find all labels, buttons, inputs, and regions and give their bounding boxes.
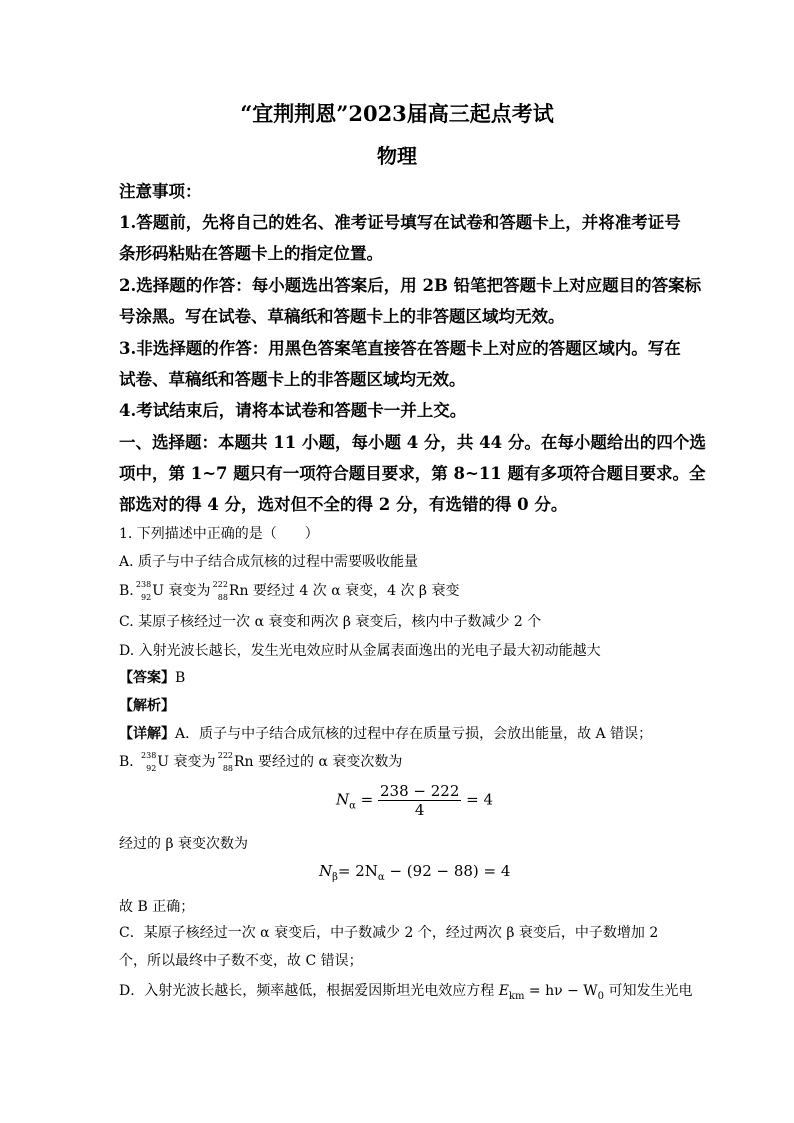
detail-b-prefix: B． <box>119 754 144 770</box>
detail-d-suffix: 可知发生光电 <box>604 983 693 999</box>
formula-alpha-denominator: 4 <box>414 801 425 819</box>
detail-b-suffix: 要经过的 α 衰变次数为 <box>253 754 403 770</box>
detail-c-line-2: 个，所以最终中子数不变，故 C 错误； <box>119 953 363 969</box>
formula-alpha-sub: α <box>349 800 356 812</box>
section-heading: 一、选择题：本题共 11 小题，每小题 4 分，共 44 分。在每小题给出的四个选 <box>119 433 706 452</box>
uranium-z: 92 <box>141 593 152 602</box>
uranium-mass-2: 238 <box>141 751 157 760</box>
uranium-symbol-2: U <box>157 754 170 770</box>
answer-line <box>119 667 185 687</box>
option-a: A. 质子与中子结合成氘核的过程中需要吸收能量 <box>119 554 419 570</box>
option-b-suffix: 要经过 4 次 α 衰变，4 次 β 衰变 <box>248 583 460 599</box>
uranium-mass: 238 <box>135 580 152 589</box>
radon-symbol: Rn <box>228 583 249 599</box>
detail-b <box>119 751 402 771</box>
uranium-nuclide-prefix-2 <box>141 751 157 773</box>
formula-beta-count: $N_\beta= 2N_\alpha - (92 - 88) = 4$ <box>319 862 511 883</box>
formula-alpha-numerator: 238 − 222 <box>380 782 460 800</box>
uranium-z-2: 92 <box>146 764 157 773</box>
option-b-mid: 衰变为 <box>164 583 215 599</box>
option-d: D. 入射光波长越长，发生光电效应时从金属表面逸出的光电子最大初动能越大 <box>119 643 601 659</box>
section-heading-cont-1: 项中，第 1~7 题只有一项符合题目要求，第 8~11 题有多项符合题目要求。全 <box>119 464 706 483</box>
detail-b-mid: 衰变为 <box>169 754 221 770</box>
radon-symbol-2: Rn <box>234 754 254 770</box>
formula-alpha-fraction <box>378 782 461 819</box>
b-correct-line: 故 B 正确； <box>119 899 195 915</box>
notice-item-2-cont: 号涂黑。写在试卷、草稿纸和答题卡上的非答题区域均无效。 <box>119 307 565 326</box>
question-stem: 1. 下列描述中正确的是（ ） <box>119 526 319 542</box>
detail-d-w-sub: 0 <box>597 990 605 1002</box>
answer-label: 【答案】 <box>119 670 175 686</box>
formula-beta-sub: β <box>332 872 338 883</box>
radon-mass: 222 <box>212 580 228 589</box>
option-b <box>119 580 459 600</box>
analysis-label: 【解析】 <box>119 698 175 714</box>
detail-label: 【详解】 <box>119 726 175 742</box>
subject-title: 物理 <box>377 144 417 168</box>
radon-mass-2: 222 <box>217 751 234 760</box>
detail-d-line <box>119 980 692 1002</box>
notice-item-2: 2.选择题的作答：每小题选出答案后，用 2B 铅笔把答题卡上对应题目的答案标 <box>119 276 702 295</box>
detail-d-prefix: D．入射光波长越长，频率越低，根据爱因斯坦光电效应方程 <box>119 983 499 999</box>
detail-d-e-sub: km <box>508 990 525 1002</box>
uranium-symbol: U <box>152 583 165 599</box>
notice-item-4: 4.考试结束后，请将本试卷和答题卡一并上交。 <box>119 401 467 420</box>
notice-item-3: 3.非选择题的作答：用黑色答案笔直接答在答题卡上对应的答题区域内。写在 <box>119 339 681 358</box>
detail-d-e: E <box>498 983 509 999</box>
detail-c-line-1: C．某原子核经过一次 α 衰变后，中子数减少 2 个，经过两次 β 衰变后，中子数增加 2 <box>119 925 659 941</box>
radon-z: 88 <box>217 593 228 602</box>
notice-item-1-cont: 条形码粘贴在答题卡上的指定位置。 <box>119 244 383 263</box>
section-heading-cont-2: 部选对的得 4 分，选对但不全的得 2 分，有选错的得 0 分。 <box>119 495 568 514</box>
detail-a-text: A．质子与中子结合成氘核的过程中存在质量亏损，会放出能量，故 A 错误； <box>175 726 653 742</box>
answer-value: B <box>175 670 186 686</box>
formula-alpha-count: $N_\alpha$ = $\frac{238 - 222}{4}$ = 4 <box>336 782 494 819</box>
notice-item-1: 1.答题前，先将自己的姓名、准考证号填写在试卷和答题卡上，并将准考证号 <box>119 213 681 232</box>
radon-nuclide-prefix-2 <box>217 751 234 773</box>
uranium-nuclide-prefix <box>135 580 152 602</box>
formula-beta-mid: = 2N <box>337 862 378 880</box>
notice-heading: 注意事项： <box>119 182 202 201</box>
beta-count-line: 经过的 β 衰变次数为 <box>119 836 248 852</box>
radon-nuclide-prefix <box>212 580 229 602</box>
detail-d-rest: = hν − W <box>524 983 598 999</box>
option-c: C. 某原子核经过一次 α 衰变和两次 β 衰变后，核内中子数减少 2 个 <box>119 614 542 630</box>
formula-alpha-n: N <box>336 790 350 809</box>
detail-a <box>119 723 652 743</box>
notice-item-3-cont: 试卷、草稿纸和答题卡上的非答题区域均无效。 <box>119 370 466 389</box>
exam-title: “宜荆荆恩”2023届高三起点考试 <box>240 101 554 126</box>
formula-alpha-rhs: = 4 <box>466 790 494 809</box>
option-b-prefix: B. <box>119 583 139 599</box>
radon-z-2: 88 <box>222 764 234 773</box>
formula-beta-tail: − (92 − 88) = 4 <box>384 862 511 880</box>
